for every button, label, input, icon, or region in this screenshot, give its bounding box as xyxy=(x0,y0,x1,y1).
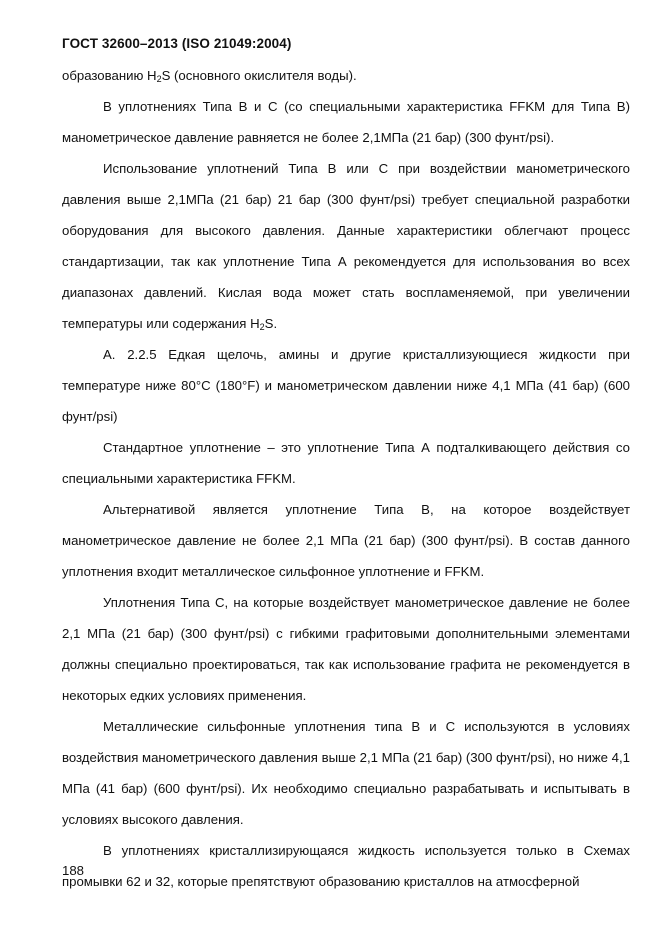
subscript: 2 xyxy=(156,74,162,84)
text-run: Металлические сильфонные уплотнения типа В и С используются в условиях воздействия манометрического давления выше 2,1 МПа (21 бар) (300 фунт/psi), но ниже 4,1 МПа (41 бар) (600 фунт/psi). Их необходимо специально разрабатывать и испытывать в условиях высокого давления. xyxy=(62,719,630,827)
text-run: Стандартное уплотнение – это уплотнение Типа А подталкивающего действия со специальными характеристика FFKM. xyxy=(62,440,630,486)
paragraph xyxy=(62,494,630,587)
paragraph xyxy=(62,711,630,835)
paragraph xyxy=(62,587,630,711)
subscript: 2 xyxy=(259,322,265,332)
text-run: Использование уплотнений Типа В или С при воздействии манометрического давления выше 2,1МПа (21 бар) 21 бар (300 фунт/psi) требует специальной разработки оборудования для высокого давления. Данные характеристики облегчают процесс стандартизации, так как уплотнение Типа А рекомендуется для использования во всех диапазонах давлений. Кислая вода может стать воспламеняемой, при увеличении температуры или содержания H xyxy=(62,161,630,331)
text-run: S. xyxy=(264,316,278,331)
text-run: В уплотнениях кристаллизирующаяся жидкость используется только в Схемах промывки 62 и 32, которые препятствуют образованию кристаллов на атмосферной xyxy=(62,843,630,889)
text-run: Уплотнения Типа С, на которые воздействует манометрическое давление не более 2,1 МПа (21 бар) (300 фунт/psi) с гибкими графитовыми дополнительными элементами должны специально проектироваться, так как использование графита не рекомендуется в некоторых едких условиях применения. xyxy=(62,595,630,703)
page-number: 188 xyxy=(62,863,85,878)
text-run: А. 2.2.5 Едкая щелочь, амины и другие кристаллизующиеся жидкости при температуре ниже 80°С (180°F) и манометрическом давлении ниже 4,1 МПа (41 бар) (600 фунт/psi) xyxy=(62,347,630,424)
text-run: образованию H xyxy=(62,68,157,83)
paragraph xyxy=(62,835,630,897)
body-text xyxy=(62,60,630,897)
paragraph xyxy=(62,432,630,494)
document-header: ГОСТ 32600–2013 (ISO 21049:2004) xyxy=(62,36,292,51)
paragraph xyxy=(62,339,630,432)
text-run: Альтернативой является уплотнение Типа В, на которое воздействует манометрическое давление не более 2,1 МПа (21 бар) (300 фунт/psi). В состав данного уплотнения входит металлическое сильфонное уплотнение и FFKM. xyxy=(62,502,630,579)
paragraph xyxy=(62,60,630,91)
paragraph xyxy=(62,91,630,153)
text-run: В уплотнениях Типа В и С (со специальными характеристика FFKM для Типа В) манометрическое давление равняется не более 2,1МПа (21 бар) (300 фунт/psi). xyxy=(62,99,630,145)
paragraph xyxy=(62,153,630,339)
text-run: S (основного окислителя воды). xyxy=(161,68,357,83)
